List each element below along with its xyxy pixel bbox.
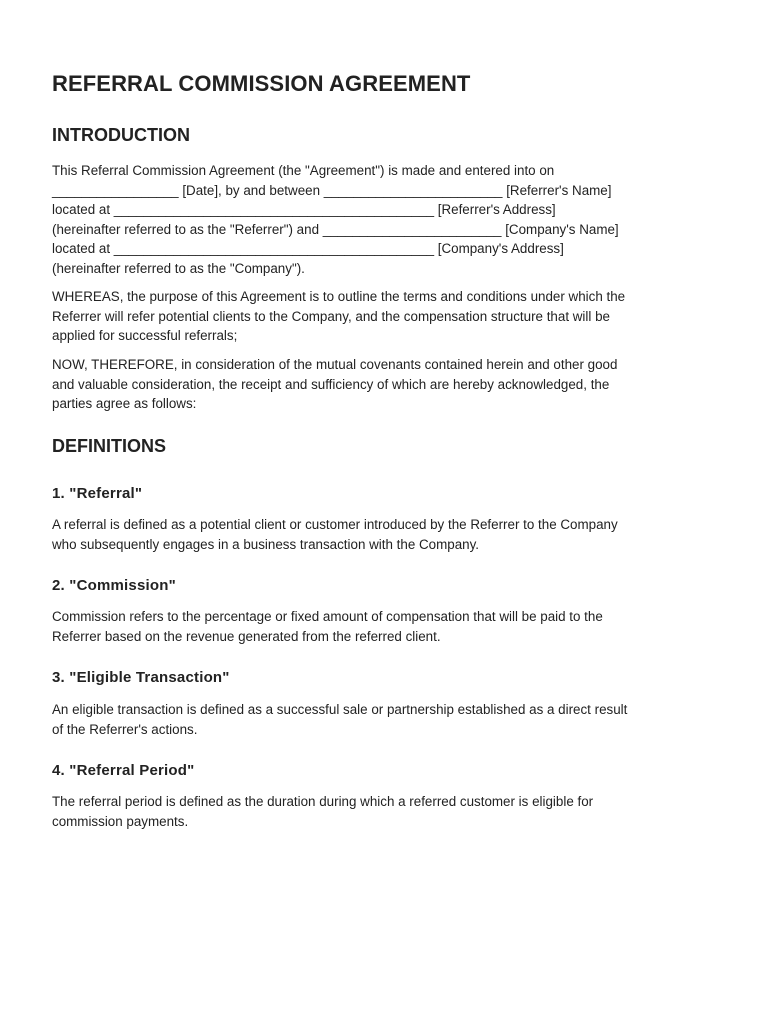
definition-title-referral-period: 4. "Referral Period" — [52, 762, 195, 779]
paragraph-line: NOW, THEREFORE, in consideration of the mutual covenants contained herein and other good — [52, 357, 618, 372]
paragraph-line: (hereinafter referred to as the "Referrer") and ________________________ [Company's Name] — [52, 221, 619, 237]
definition-title-referral: 1. "Referral" — [52, 485, 143, 502]
paragraph-line: commission payments. — [52, 813, 189, 829]
definitions-heading: DEFINITIONS — [52, 436, 167, 456]
paragraph-line: located at ___________________________________________ [Referrer's Address] — [52, 202, 556, 217]
paragraph-line: of the Referrer's actions. — [52, 721, 198, 737]
paragraph-line: Referrer based on the revenue generated from the referred client. — [52, 628, 441, 644]
paragraph-line: Commission refers to the percentage or fixed amount of compensation that will be paid to the — [52, 609, 603, 624]
paragraph-line: The referral period is defined as the duration during which a referred customer is eligible for — [52, 794, 594, 809]
definition-text-referral-period — [52, 792, 724, 831]
paragraph-line: parties agree as follows: — [52, 396, 197, 411]
paragraph-line: located at ___________________________________________ [Company's Address] — [52, 241, 564, 256]
paragraph-line: This Referral Commission Agreement (the "Agreement") is made and entered into on — [52, 163, 555, 178]
therefore-paragraph — [52, 355, 724, 414]
whereas-paragraph — [52, 287, 724, 346]
definition-title-commission: 2. "Commission" — [52, 577, 176, 594]
paragraph-line: Referrer will refer potential clients to the Company, and the compensation structure that will be — [52, 308, 610, 324]
introduction-heading: INTRODUCTION — [52, 125, 190, 145]
paragraph-line: (hereinafter referred to as the "Company"). — [52, 260, 305, 276]
definition-text-eligible-transaction — [52, 700, 724, 739]
definition-title-eligible-transaction: 3. "Eligible Transaction" — [52, 669, 230, 686]
paragraph-line: _________________ [Date], by and between ________________________ [Referrer's Name] — [52, 182, 612, 198]
definition-text-referral — [52, 515, 724, 554]
paragraph-line: who subsequently engages in a business transaction with the Company. — [52, 536, 480, 552]
document-title: REFERRAL COMMISSION AGREEMENT — [52, 71, 471, 96]
paragraph-line: WHEREAS, the purpose of this Agreement is to outline the terms and conditions under which the — [52, 289, 626, 304]
opening-paragraph — [52, 161, 724, 278]
paragraph-line: applied for successful referrals; — [52, 328, 238, 343]
paragraph-line: and valuable consideration, the receipt and sufficiency of which are hereby acknowledged, the — [52, 376, 610, 392]
paragraph-line: A referral is defined as a potential client or customer introduced by the Referrer to the Company — [52, 517, 618, 532]
definition-text-commission — [52, 607, 724, 646]
paragraph-line: An eligible transaction is defined as a successful sale or partnership established as a direct result — [52, 702, 628, 717]
